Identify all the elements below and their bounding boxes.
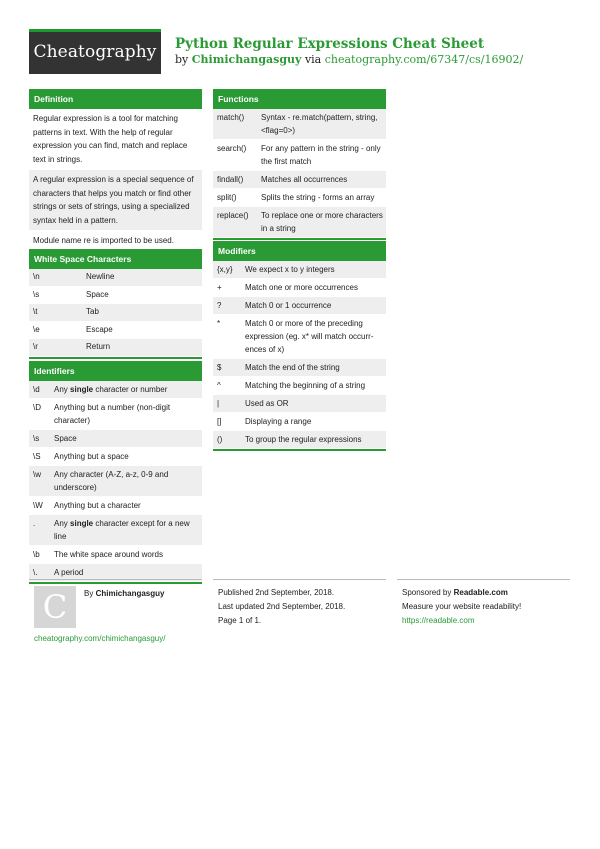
row-value: Newline [86, 272, 115, 281]
table-row [213, 261, 386, 279]
row-key: \W [33, 501, 43, 510]
row-value: Displaying a range [245, 417, 312, 426]
logo[interactable] [29, 29, 161, 74]
section-header: Identifiers [29, 361, 202, 381]
row-key: () [217, 435, 223, 444]
row-value: For any pattern in the string - only the first match [261, 144, 381, 166]
row-key: . [33, 519, 36, 528]
row-value: The white space around words [54, 550, 163, 559]
table-row [29, 381, 202, 399]
page-number: Page 1 of 1. [218, 616, 262, 625]
table-row [29, 430, 202, 448]
section-header: Functions [213, 89, 386, 109]
footer-divider [397, 579, 570, 580]
table-row [213, 431, 386, 449]
table-row [29, 269, 202, 287]
row-value: Return [86, 342, 111, 351]
row-key: \D [33, 403, 41, 412]
sponsor-line [402, 586, 508, 600]
row-value: Splits the string - forms an array [261, 193, 375, 202]
row-key: replace() [217, 211, 249, 220]
row-value: Match the end of the string [245, 363, 340, 372]
row-key: \r [33, 342, 38, 351]
row-value: To replace one or more characters in a string [261, 211, 383, 233]
page-title: Python Regular Expressions Cheat Sheet [175, 36, 485, 52]
row-key: + [217, 283, 222, 292]
row-value: Match 0 or 1 occurrence [245, 301, 332, 310]
sheet-url-link[interactable]: cheatography.com/67347/cs/16902/ [324, 53, 524, 66]
table-row [213, 140, 386, 171]
table-row [213, 189, 386, 207]
row-key: \s [33, 434, 40, 443]
section-header: Definition [29, 89, 202, 109]
row-key: \s [33, 289, 40, 299]
avatar[interactable]: C [34, 586, 76, 628]
published-date: Published 2nd September, 2018. [218, 588, 335, 597]
row-value: Any single character except for a new line [54, 519, 190, 541]
row-value: Used as OR [245, 399, 289, 408]
row-key: split() [217, 193, 237, 202]
row-key: ? [217, 301, 222, 310]
row-value: We expect x to y integers [245, 265, 335, 274]
row-value: Any single character or number [54, 385, 168, 394]
row-value: Match 0 or more of the preceding expression (eg. x* will match occurr-ences of x) [245, 319, 374, 354]
table-row [29, 448, 202, 466]
row-key: \e [33, 324, 40, 334]
table-row [29, 304, 202, 322]
whitespace-section [29, 249, 202, 359]
row-key: findall() [217, 175, 244, 184]
row-key: \b [33, 550, 40, 559]
sponsor-tagline: Measure your website readability! [402, 602, 522, 611]
sponsored-label: Sponsored by [402, 588, 452, 597]
row-key: [] [217, 417, 222, 426]
identifiers-body [29, 381, 202, 584]
author-link[interactable]: Chimichangasguy [191, 53, 302, 66]
section-header: White Space Characters [29, 249, 202, 269]
row-value: Tab [86, 307, 99, 316]
row-value: Any character (A-Z, a-z, 0-9 and underscore) [54, 470, 169, 492]
row-value: Syntax - re.match(pattern, string, <flag=0>) [261, 113, 378, 135]
via-label: via [304, 53, 322, 66]
row-key: {x,y} [217, 265, 233, 274]
row-value: Matches all occurrences [261, 175, 348, 184]
row-key: | [217, 399, 220, 408]
table-row [29, 515, 202, 546]
sponsor-link[interactable]: https://readable.com [402, 616, 475, 625]
whitespace-body [29, 269, 202, 359]
table-row [29, 497, 202, 515]
row-value: Match one or more occurrences [245, 283, 358, 292]
definition-paragraph: A regular expression is a special sequence of characters that helps you match or find other strings or sets of strings, using a specialized syntax held in a pattern. [29, 170, 202, 231]
row-value: Space [86, 289, 109, 299]
table-row [29, 399, 202, 430]
table-row [213, 315, 386, 359]
table-row [213, 359, 386, 377]
table-row [213, 279, 386, 297]
table-row [29, 287, 202, 305]
row-key: \n [33, 272, 40, 281]
definition-body [29, 109, 202, 254]
row-key: $ [217, 363, 222, 372]
functions-body [213, 109, 386, 240]
table-row [29, 339, 202, 357]
row-key: \. [33, 568, 38, 577]
table-row [29, 466, 202, 497]
footer-author [84, 587, 164, 601]
table-row [213, 171, 386, 189]
table-row [29, 546, 202, 564]
definition-paragraph: Regular expression is a tool for matching patterns in text. With the help of regular expression you can find, match and replace text in strings. [29, 109, 202, 170]
modifiers-section [213, 241, 386, 451]
by-label: by [175, 53, 189, 66]
table-row [213, 413, 386, 431]
row-key: * [217, 319, 221, 328]
by-label: By [84, 589, 94, 598]
row-value: Anything but a character [54, 501, 141, 510]
updated-date: Last updated 2nd September, 2018. [218, 602, 346, 611]
row-key: \t [33, 307, 38, 316]
row-value: A period [54, 568, 84, 577]
modifiers-body [213, 261, 386, 451]
row-key: match() [217, 113, 245, 122]
logo-text: Cheatography [33, 42, 157, 62]
table-row [213, 207, 386, 238]
author-profile-link[interactable]: cheatography.com/chimichangasguy/ [34, 634, 166, 643]
table-row [213, 377, 386, 395]
definition-paragraph: Module name re is imported to be used. [29, 231, 202, 252]
row-value: Space [54, 434, 77, 443]
table-row [213, 395, 386, 413]
identifiers-section [29, 361, 202, 584]
row-key: \d [33, 385, 40, 394]
row-key: \w [33, 470, 41, 479]
byline [175, 53, 523, 66]
sponsor-name[interactable]: Readable.com [453, 588, 508, 597]
row-key: ^ [217, 381, 221, 390]
row-key: \S [33, 452, 41, 461]
row-value: To group the regular expressions [245, 435, 362, 444]
table-row [213, 109, 386, 140]
table-row [213, 297, 386, 315]
row-key: search() [217, 144, 247, 153]
section-header: Modifiers [213, 241, 386, 261]
definition-section [29, 89, 202, 254]
functions-section [213, 89, 386, 240]
row-value: Anything but a space [54, 452, 129, 461]
row-value: Matching the beginning of a string [245, 381, 366, 390]
footer-divider [29, 579, 202, 580]
footer-divider [213, 579, 386, 580]
footer-author-name[interactable]: Chimichangasguy [95, 589, 165, 598]
table-row [29, 322, 202, 340]
row-value: Anything but a number (non-digit character) [54, 403, 171, 425]
row-value: Escape [86, 324, 113, 334]
